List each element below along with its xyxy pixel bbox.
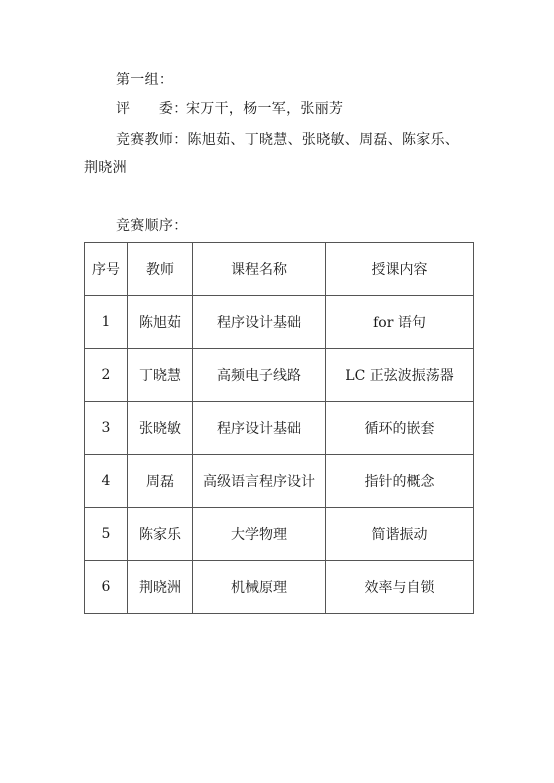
cell-number: 3	[85, 402, 128, 455]
table-row	[85, 561, 474, 614]
table-row	[85, 296, 474, 349]
header-content: 授课内容	[326, 243, 474, 296]
group-title: 第一组：	[116, 72, 174, 88]
cell-course: 大学物理	[193, 508, 326, 561]
cell-course: 程序设计基础	[193, 402, 326, 455]
cell-content: for 语句	[326, 296, 474, 349]
judges-names: 宋万干，杨一军，张丽芳	[186, 101, 344, 117]
cell-content: 循环的嵌套	[326, 402, 474, 455]
header-course: 课程名称	[193, 243, 326, 296]
table-row	[85, 508, 474, 561]
cell-teacher: 荆晓洲	[128, 561, 193, 614]
cell-teacher: 丁晓慧	[128, 349, 193, 402]
cell-number: 2	[85, 349, 128, 402]
cell-number: 6	[85, 561, 128, 614]
judges-label: 评 委：	[116, 101, 188, 117]
header-number: 序号	[85, 243, 128, 296]
cell-course: 程序设计基础	[193, 296, 326, 349]
teachers-line	[116, 130, 459, 150]
table-row	[85, 402, 474, 455]
judges-line	[116, 99, 343, 119]
order-label: 竞赛顺序：	[116, 218, 188, 234]
cell-content: 简谐振动	[326, 508, 474, 561]
header-teacher: 教师	[128, 243, 193, 296]
table-header-row	[85, 243, 474, 296]
table-row	[85, 349, 474, 402]
cell-teacher: 周磊	[128, 455, 193, 508]
cell-content: LC 正弦波振荡器	[326, 349, 474, 402]
cell-number: 5	[85, 508, 128, 561]
cell-course: 高级语言程序设计	[193, 455, 326, 508]
cell-content: 指针的概念	[326, 455, 474, 508]
teachers-names-line2: 荆晓洲	[84, 160, 127, 176]
cell-course: 机械原理	[193, 561, 326, 614]
teachers-names-line1: 陈旭茹、丁晓慧、张晓敏、周磊、陈家乐、	[187, 132, 460, 148]
cell-teacher: 陈家乐	[128, 508, 193, 561]
table-row	[85, 455, 474, 508]
cell-number: 4	[85, 455, 128, 508]
cell-teacher: 陈旭茹	[128, 296, 193, 349]
schedule-table	[84, 242, 474, 614]
teachers-label: 竞赛教师：	[116, 132, 188, 148]
cell-number: 1	[85, 296, 128, 349]
cell-course: 高频电子线路	[193, 349, 326, 402]
cell-content: 效率与自锁	[326, 561, 474, 614]
cell-teacher: 张晓敏	[128, 402, 193, 455]
